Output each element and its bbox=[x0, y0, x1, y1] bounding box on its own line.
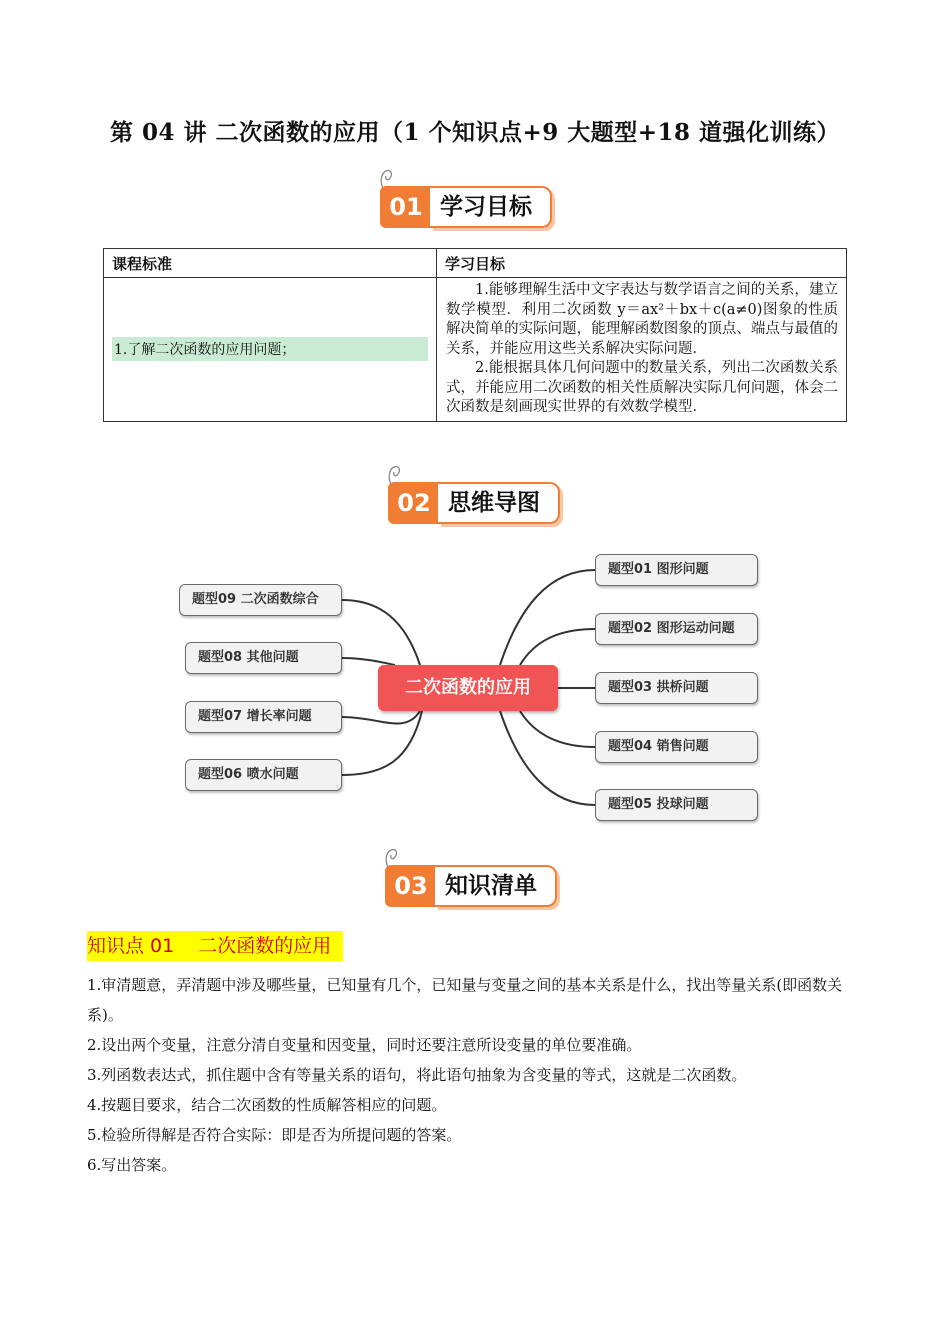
goal-1: 1.能够理解生活中文字表达与数学语言之间的关系，建立数学模型．利用二次函数 y＝ax²＋bx＋c(a≠0)图象的性质解决简单的实际问题，能理解函数图象的顶点、端点与最值的关系，并能应用这些关系解决实际问题． bbox=[446, 282, 838, 357]
header-goal: 学习目标 bbox=[437, 249, 847, 278]
connector-left-1 bbox=[342, 600, 420, 665]
standard-cell bbox=[104, 278, 437, 422]
connector-left-3 bbox=[342, 711, 420, 723]
mind-map-node-right: 题型01 图形问题 bbox=[595, 554, 758, 586]
standard-text: 1.了解二次函数的应用问题； bbox=[112, 337, 428, 361]
mind-map-node-right: 题型03 拱桥问题 bbox=[595, 672, 758, 704]
mind-map-node-left: 题型06 喷水问题 bbox=[185, 759, 342, 791]
mind-map-node-left: 题型09 二次函数综合 bbox=[179, 584, 342, 616]
mind-map-node-left: 题型07 增长率问题 bbox=[185, 701, 342, 733]
connector-right-1 bbox=[500, 570, 595, 665]
mind-map bbox=[170, 545, 770, 835]
section-label: 学习目标 bbox=[430, 186, 552, 228]
mind-map-node-right: 题型02 图形运动问题 bbox=[595, 613, 758, 645]
section-badge-01 bbox=[380, 182, 580, 228]
knowledge-point-heading bbox=[87, 931, 343, 961]
knowledge-item: 3.列函数表达式，抓住题中含有等量关系的语句，将此语句抽象为含变量的等式，这就是二次函数。 bbox=[87, 1066, 747, 1084]
goal-2: 2.能根据具体几何问题中的数量关系，列出二次函数关系式，并能应用二次函数的相关性质解决实际几何问题，体会二次函数是刻画现实世界的有效数学模型． bbox=[446, 360, 838, 415]
knowledge-item: 6.写出答案。 bbox=[87, 1156, 177, 1174]
knowledge-point-title: 二次函数的应用 bbox=[198, 935, 332, 957]
section-number: 03 bbox=[385, 865, 437, 907]
connector-right-2 bbox=[520, 629, 595, 665]
connector-right-5 bbox=[500, 711, 595, 805]
header-standard: 课程标准 bbox=[104, 249, 437, 278]
section-badge-03 bbox=[385, 861, 585, 907]
knowledge-item: 2.设出两个变量，注意分清自变量和因变量，同时还要注意所设变量的单位要准确。 bbox=[87, 1036, 642, 1054]
goal-cell bbox=[437, 278, 847, 422]
section-badge-02 bbox=[388, 478, 588, 524]
goals-table bbox=[103, 248, 847, 422]
connector-right-4 bbox=[520, 711, 595, 747]
page-title: 第 04 讲 二次函数的应用（1 个知识点+9 大题型+18 道强化训练） bbox=[109, 119, 841, 146]
mind-map-node-right: 题型04 销售问题 bbox=[595, 731, 758, 763]
knowledge-item: 1.审清题意，弄清题中涉及哪些量，已知量有几个，已知量与变量之间的基本关系是什么，找出等量关系(即函数关系)。 bbox=[87, 976, 843, 1024]
mind-map-node-left: 题型08 其他问题 bbox=[185, 642, 342, 674]
knowledge-point-label: 知识点 01 bbox=[87, 935, 175, 957]
mind-map-center: 二次函数的应用 bbox=[378, 665, 558, 711]
mind-map-node-right: 题型05 投球问题 bbox=[595, 789, 758, 821]
connector-left-2 bbox=[342, 658, 395, 665]
section-label: 知识清单 bbox=[435, 865, 557, 907]
knowledge-item: 4.按题目要求，结合二次函数的性质解答相应的问题。 bbox=[87, 1096, 447, 1114]
knowledge-list bbox=[87, 970, 857, 1180]
knowledge-item: 5.检验所得解是否符合实际：即是否为所提问题的答案。 bbox=[87, 1126, 462, 1144]
section-label: 思维导图 bbox=[438, 482, 560, 524]
section-number: 01 bbox=[380, 186, 432, 228]
section-number: 02 bbox=[388, 482, 440, 524]
